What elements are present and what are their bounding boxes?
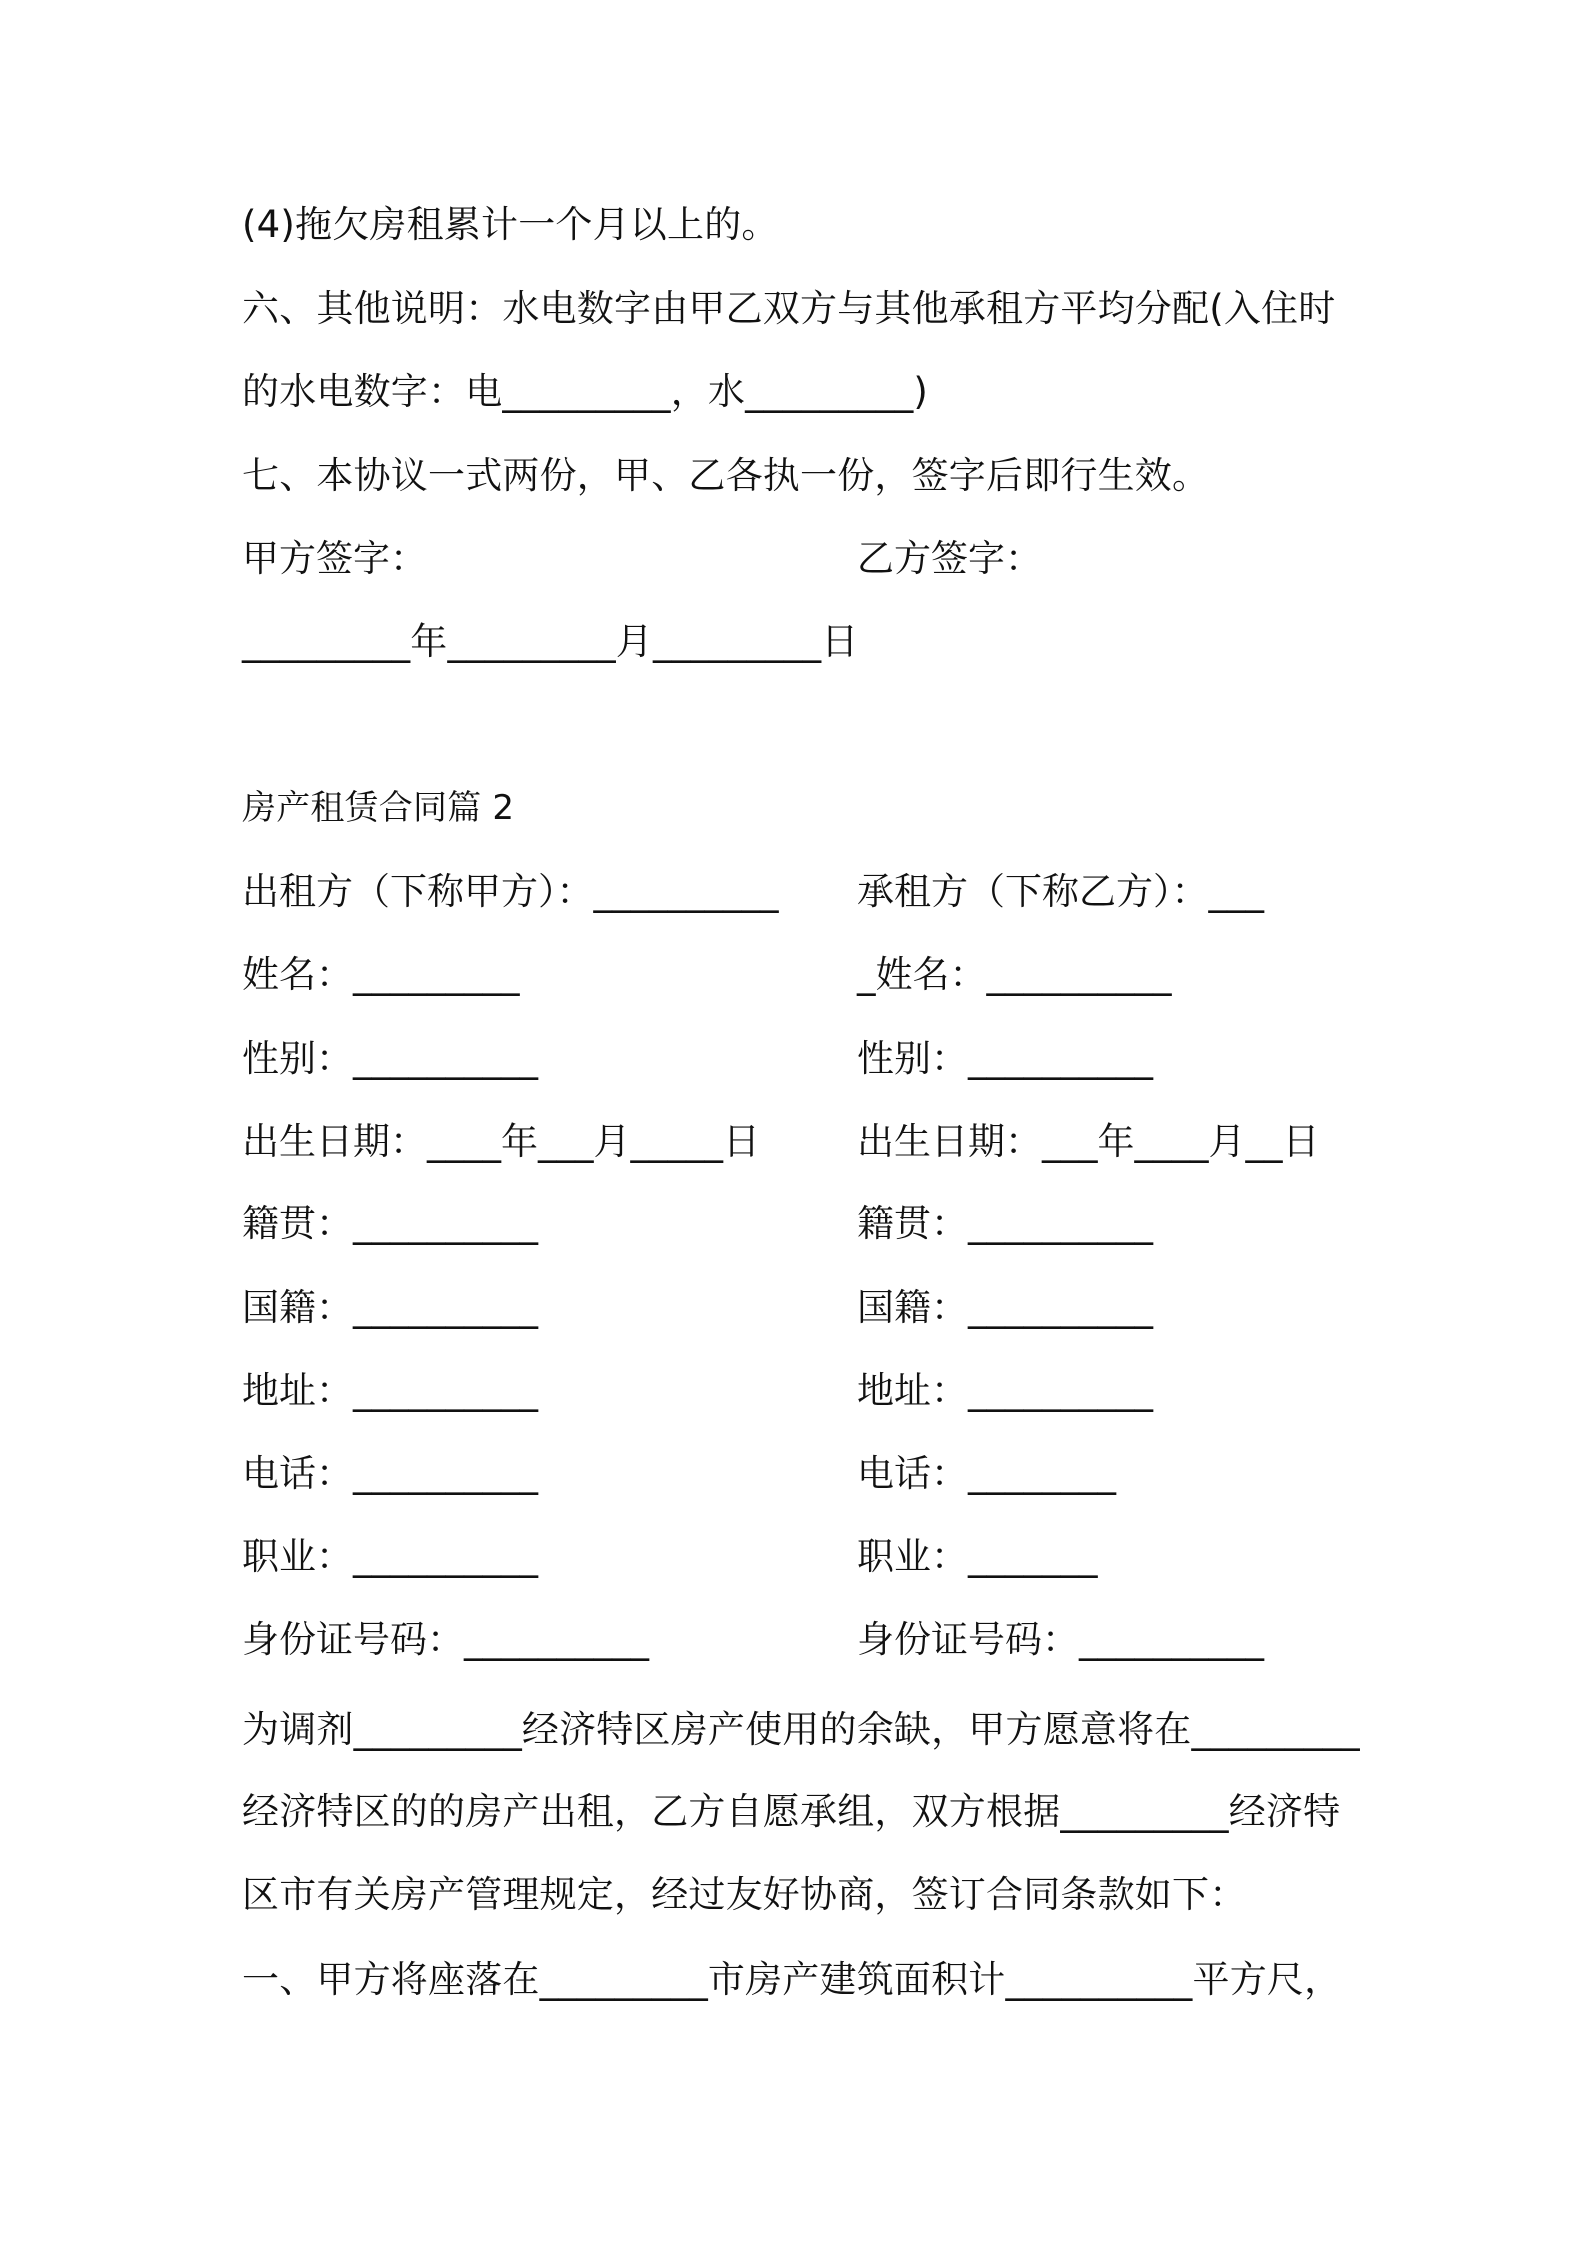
item-4-text: (4)拖欠房租累计一个月以上的。 [242, 203, 779, 246]
tenant-nationality-field: 国籍：__________ [857, 1286, 1153, 1329]
tenant-phone-field: 电话：________ [857, 1452, 1116, 1495]
landlord-id-number-field: 身份证号码：__________ [242, 1618, 649, 1661]
tenant-occupation-field: 职业：_______ [857, 1535, 1098, 1578]
party-b-signature-label: 乙方签字： [857, 537, 1042, 580]
landlord-birthdate-field: 出生日期：____年___月_____日 [242, 1120, 760, 1163]
tenant-gender-field: 性别：__________ [857, 1037, 1153, 1080]
landlord-nationality-field: 国籍：__________ [242, 1286, 538, 1329]
landlord-native-place-field: 籍贯：__________ [242, 1202, 538, 1245]
landlord-occupation-field: 职业：__________ [242, 1535, 538, 1578]
clause-1-text: 一、甲方将座落在_________市房产建筑面积计__________平方尺， [242, 1958, 1342, 2001]
intro-paragraph-line-3: 区市有关房产管理规定，经过友好协商，签订合同条款如下： [242, 1873, 1247, 1916]
tenant-birthdate-field: 出生日期：___年____月__日 [857, 1120, 1320, 1163]
section-6-line-2: 的水电数字：电_________，水_________) [242, 370, 929, 413]
intro-paragraph-line-1: 为调剂_________经济特区房产使用的余缺，甲方愿意将在_________ [242, 1708, 1360, 1751]
tenant-name-field: 承租方（下称乙方）：___ [857, 870, 1264, 913]
section-6-line-1: 六、其他说明：水电数字由甲乙双方与其他承租方平均分配(入住时 [242, 287, 1336, 330]
tenant-native-place-field: 籍贯：__________ [857, 1202, 1153, 1245]
tenant-id-number-field: 身份证号码：__________ [857, 1618, 1264, 1661]
signature-date-line: _________年_________月_________日 [242, 620, 859, 663]
landlord-phone-field: 电话：__________ [242, 1452, 538, 1495]
contract-title: 房产租赁合同篇 2 [242, 788, 515, 828]
landlord-gender-field: 性别：__________ [242, 1037, 538, 1080]
landlord-address-field: 地址：__________ [242, 1369, 538, 1412]
section-7-text: 七、本协议一式两份，甲、乙各执一份，签字后即行生效。 [242, 454, 1210, 497]
party-a-signature-label: 甲方签字： [242, 537, 427, 580]
tenant-address-field: 地址：__________ [857, 1369, 1153, 1412]
landlord-name-field: 出租方（下称甲方）：__________ [242, 870, 779, 913]
intro-paragraph-line-2: 经济特区的的房产出租，乙方自愿承组，双方根据_________经济特 [242, 1790, 1341, 1833]
landlord-personal-name-field: 姓名：_________ [242, 953, 520, 996]
tenant-personal-name-field: _姓名：__________ [857, 953, 1172, 996]
